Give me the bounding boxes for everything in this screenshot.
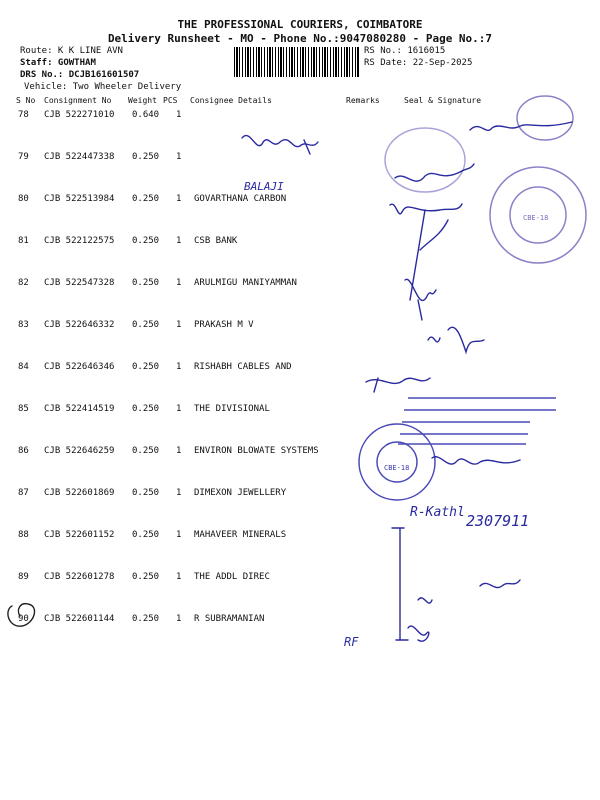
row-consignee: ENVIRON BLOWATE SYSTEMS <box>194 446 319 456</box>
row-consignee: DIMEXON JEWELLERY <box>194 488 287 498</box>
row-sno: 88 <box>18 530 29 540</box>
row-weight: 0.250 <box>132 572 160 582</box>
row-sno: 78 <box>18 110 29 120</box>
row-consignment-no: CJB 522646332 <box>44 320 115 330</box>
row-sno: 81 <box>18 236 29 246</box>
row-pcs: 1 <box>176 530 182 540</box>
handwritten-rkathl: R-Kathl <box>410 505 465 520</box>
row-sno: 87 <box>18 488 29 498</box>
handwritten-balaji: BALAJI <box>244 180 284 193</box>
row-consignment-no: CJB 522601144 <box>44 614 115 624</box>
row-consignee: THE ADDL DIREC <box>194 572 270 582</box>
row-pcs: 1 <box>176 572 182 582</box>
row-consignee: ARULMIGU MANIYAMMAN <box>194 278 297 288</box>
row-weight: 0.250 <box>132 278 160 288</box>
row-pcs: 1 <box>176 614 182 624</box>
row-pcs: 1 <box>176 320 182 330</box>
company-stamp-top <box>385 96 586 263</box>
row-consignment-no: CJB 522601869 <box>44 488 115 498</box>
row-sno: 79 <box>18 152 29 162</box>
row-weight: 0.250 <box>132 362 160 372</box>
row-weight: 0.250 <box>132 614 160 624</box>
row-weight: 0.640 <box>132 110 160 120</box>
col-weight: Weight <box>128 96 157 105</box>
row-consignment-no: CJB 522122575 <box>44 236 115 246</box>
row-consignment-no: CJB 522271010 <box>44 110 115 120</box>
row-pcs: 1 <box>176 404 182 414</box>
row-consignment-no: CJB 522601152 <box>44 530 115 540</box>
handwritten-number: 2307911 <box>466 512 530 530</box>
row-sno: 86 <box>18 446 29 456</box>
row-consignee: CSB BANK <box>194 236 238 246</box>
row-consignee: GOVARTHANA CARBON <box>194 194 287 204</box>
signature-ink <box>8 122 572 641</box>
row-sno: 90 <box>18 614 29 624</box>
row-weight: 0.250 <box>132 446 160 456</box>
row-consignee: RISHABH CABLES AND <box>194 362 292 372</box>
vehicle-label: Vehicle: Two Wheeler Delivery <box>24 82 182 92</box>
row-weight: 0.250 <box>132 194 160 204</box>
handwritten-rf: RF <box>344 635 359 649</box>
stamp-a-code: CBE-18 <box>523 214 549 222</box>
row-pcs: 1 <box>176 362 182 372</box>
page-title: THE PROFESSIONAL COURIERS, COIMBATORE <box>177 18 423 31</box>
row-sno: 89 <box>18 572 29 582</box>
row-pcs: 1 <box>176 488 182 498</box>
rs-date-label: RS Date: 22-Sep-2025 <box>364 58 473 68</box>
staff-label: Staff: GOWTHAM <box>20 58 96 68</box>
row-weight: 0.250 <box>132 404 160 414</box>
row-pcs: 1 <box>176 446 182 456</box>
row-consignee: MAHAVEER MINERALS <box>194 530 287 540</box>
row-pcs: 1 <box>176 152 182 162</box>
company-stamp-middle <box>359 398 556 500</box>
drs-label: DRS No.: DCJB161601507 <box>20 70 140 80</box>
row-consignment-no: CJB 522547328 <box>44 278 115 288</box>
col-pcs: PCS <box>163 96 178 105</box>
row-consignee: R SUBRAMANIAN <box>194 614 265 624</box>
row-pcs: 1 <box>176 110 182 120</box>
row-consignment-no: CJB 522414519 <box>44 404 115 414</box>
row-sno: 80 <box>18 194 29 204</box>
row-consignment-no: CJB 522646346 <box>44 362 115 372</box>
row-consignee: THE DIVISIONAL <box>194 404 270 414</box>
row-consignment-no: CJB 522447338 <box>44 152 115 162</box>
row-sno: 83 <box>18 320 29 330</box>
col-sno: S No <box>16 96 36 105</box>
col-seal: Seal & Signature <box>404 96 482 105</box>
row-sno: 84 <box>18 362 29 372</box>
row-pcs: 1 <box>176 278 182 288</box>
row-pcs: 1 <box>176 194 182 204</box>
route-label: Route: K K LINE AVN <box>20 46 123 56</box>
row-pcs: 1 <box>176 236 182 246</box>
row-consignee: PRAKASH M V <box>194 320 254 330</box>
col-consignee: Consignee Details <box>190 96 272 105</box>
rs-no-label: RS No.: 1616015 <box>364 46 446 56</box>
stamp-b-code: CBE-18 <box>384 464 410 472</box>
page-subtitle: Delivery Runsheet - MO - Phone No.:9047080280 - Page No.:7 <box>107 32 493 45</box>
col-remarks: Remarks <box>346 96 380 105</box>
row-sno: 82 <box>18 278 29 288</box>
row-consignment-no: CJB 522513984 <box>44 194 115 204</box>
col-consignment: Consignment No <box>44 96 112 105</box>
row-weight: 0.250 <box>132 320 160 330</box>
row-sno: 85 <box>18 404 29 414</box>
row-weight: 0.250 <box>132 530 160 540</box>
row-weight: 0.250 <box>132 152 160 162</box>
row-consignment-no: CJB 522601278 <box>44 572 115 582</box>
row-weight: 0.250 <box>132 236 160 246</box>
row-weight: 0.250 <box>132 488 160 498</box>
row-consignment-no: CJB 522646259 <box>44 446 115 456</box>
